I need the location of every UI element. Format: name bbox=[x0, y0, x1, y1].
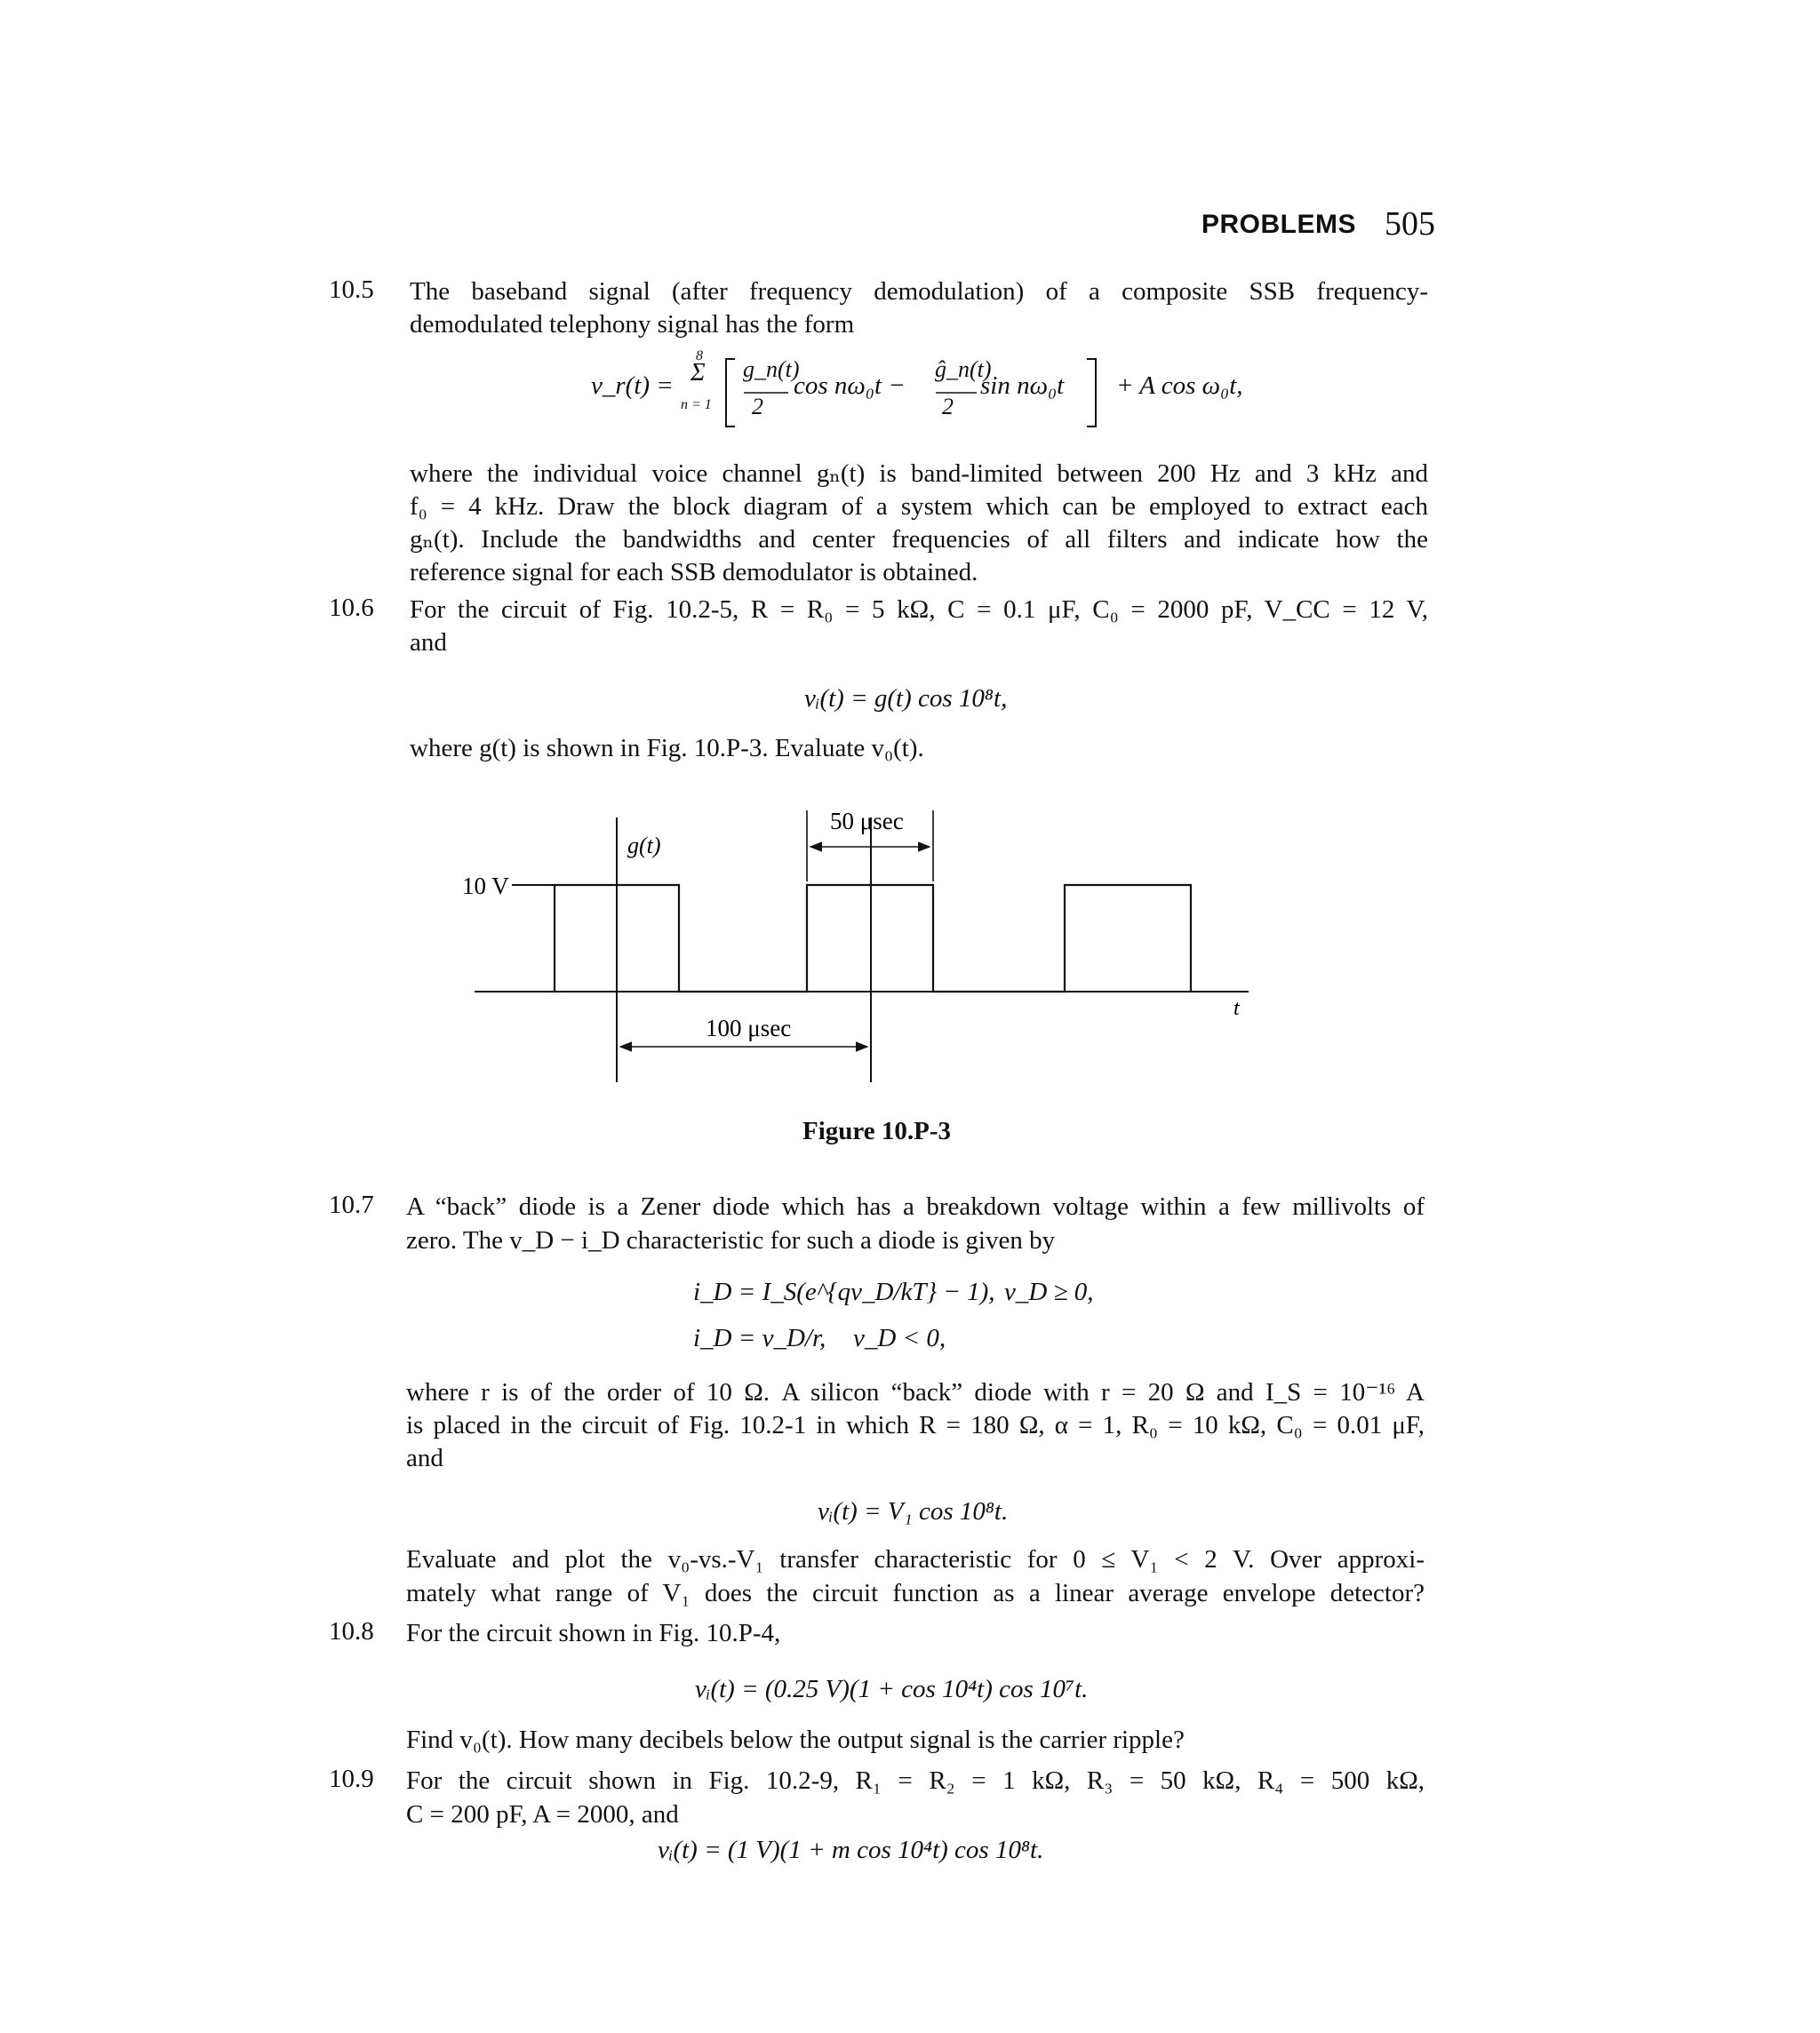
problem-10-7-body5: mately what range of V₁ does the circuit function as a linear average envelope detector? bbox=[406, 1579, 1425, 1607]
problem-10-7-line2: zero. The v_D − i_D characteristic for such a diode is given by bbox=[406, 1226, 1056, 1255]
fig-width-label: 50 μsec bbox=[830, 808, 904, 834]
problem-10-6-line3: where g(t) is shown in Fig. 10.P-3. Evaluate v₀(t). bbox=[410, 734, 924, 762]
problem-number-10-6: 10.6 bbox=[329, 594, 374, 622]
problem-10-5-body2: f₀ = 4 kHz. Draw the block diagram of a system which can be employed to extract each bbox=[410, 492, 1428, 521]
equation-input-signal-10-6: vᵢ(t) = g(t) cos 10⁸t, bbox=[804, 684, 1008, 713]
problem-10-6-line2: and bbox=[410, 628, 447, 657]
problem-number-10-7: 10.7 bbox=[329, 1191, 374, 1219]
eq-num2: ĝ_n(t) bbox=[935, 356, 992, 382]
problem-10-5-body1: where the individual voice channel gₙ(t) is band-limited between 200 Hz and 3 kHz and bbox=[410, 459, 1428, 488]
problem-number-10-5: 10.5 bbox=[329, 275, 374, 304]
problem-10-7-body2: is placed in the circuit of Fig. 10.2-1 in which R = 180 Ω, α = 1, R₀ = 10 kΩ, C₀ = 0.01 μF, bbox=[406, 1411, 1425, 1439]
equation-diode-forward-cond: v_D ≥ 0, bbox=[1004, 1278, 1094, 1306]
problem-10-8-line2: Find v₀(t). How many decibels below the output signal is the carrier ripple? bbox=[406, 1726, 1185, 1754]
eq-lhs: v_r(t) = bbox=[591, 371, 674, 400]
problem-10-7-body4: Evaluate and plot the v₀-vs.-V₁ transfer characteristic for 0 ≤ V₁ < 2 V. Over approxi- bbox=[406, 1545, 1425, 1574]
problem-10-7-line1: A “back” diode is a Zener diode which has a breakdown voltage within a few millivolts of bbox=[406, 1192, 1425, 1221]
fig-level-label: 10 V bbox=[462, 873, 509, 899]
problem-10-6-line1: For the circuit of Fig. 10.2-5, R = R₀ = 5 kΩ, C = 0.1 μF, C₀ = 2000 pF, V_CC = 12 V, bbox=[410, 595, 1428, 624]
eq-num1: g_n(t) bbox=[743, 356, 800, 382]
figure-10-p-3 bbox=[462, 800, 1262, 1093]
eq-sum-top: 8 bbox=[696, 348, 703, 363]
problem-10-7-body1: where r is of the order of 10 Ω. A silicon “back” diode with r = 20 Ω and I_S = 10⁻¹⁶ A bbox=[406, 1378, 1425, 1407]
problem-10-8-line1: For the circuit shown in Fig. 10.P-4, bbox=[406, 1619, 781, 1647]
equation-diode-forward: i_D = I_S(e^{qv_D/kT} − 1), bbox=[693, 1278, 995, 1306]
eq-cos-term: cos nω₀t − bbox=[794, 371, 906, 400]
pulse-waveform bbox=[555, 885, 1191, 992]
eq-sum-bottom: n = 1 bbox=[681, 397, 712, 412]
problem-10-7-body3: and bbox=[406, 1444, 443, 1472]
problem-10-9-line1: For the circuit shown in Fig. 10.2-9, R₁ = R₂ = 1 kΩ, R₃ = 50 kΩ, R₄ = 500 kΩ, bbox=[406, 1766, 1425, 1795]
eq-tail: + A cos ω₀t, bbox=[1116, 371, 1243, 400]
equation-diode-reverse-cond: v_D < 0, bbox=[853, 1324, 946, 1352]
problem-10-9-line2: C = 200 pF, A = 2000, and bbox=[406, 1800, 679, 1829]
eq-den2: 2 bbox=[942, 394, 954, 419]
problem-10-5-body3: gₙ(t). Include the bandwidths and center frequencies of all filters and indicate how the bbox=[410, 525, 1428, 554]
running-header: PROBLEMS bbox=[1201, 210, 1357, 239]
problem-number-10-9: 10.9 bbox=[329, 1765, 374, 1793]
equation-input-signal-10-9: vᵢ(t) = (1 V)(1 + m cos 10⁴t) cos 10⁸t. bbox=[658, 1836, 1044, 1864]
equation-input-signal-10-7: vᵢ(t) = V₁ cos 10⁸t. bbox=[818, 1497, 1009, 1526]
fig-x-label: t bbox=[1233, 997, 1240, 1020]
equation-input-signal-10-8: vᵢ(t) = (0.25 V)(1 + cos 10⁴t) cos 10⁷t. bbox=[695, 1675, 1089, 1703]
problem-10-5-body4: reference signal for each SSB demodulator is obtained. bbox=[410, 558, 978, 586]
figure-caption: Figure 10.P-3 bbox=[802, 1117, 951, 1145]
problem-number-10-8: 10.8 bbox=[329, 1617, 374, 1646]
sigma-symbol: Σ bbox=[690, 359, 706, 387]
problem-10-5-line1: The baseband signal (after frequency demodulation) of a composite SSB frequency- bbox=[410, 277, 1428, 306]
problem-10-5-line2: demodulated telephony signal has the form bbox=[410, 310, 855, 339]
fig-period-label: 100 μsec bbox=[706, 1015, 792, 1041]
fig-y-label: g(t) bbox=[627, 833, 661, 858]
equation-diode-reverse: i_D = v_D/r, bbox=[693, 1324, 826, 1352]
page-number: 505 bbox=[1385, 205, 1435, 243]
eq-den1: 2 bbox=[752, 394, 763, 419]
eq-sin-term: sin nω₀t bbox=[980, 371, 1065, 400]
